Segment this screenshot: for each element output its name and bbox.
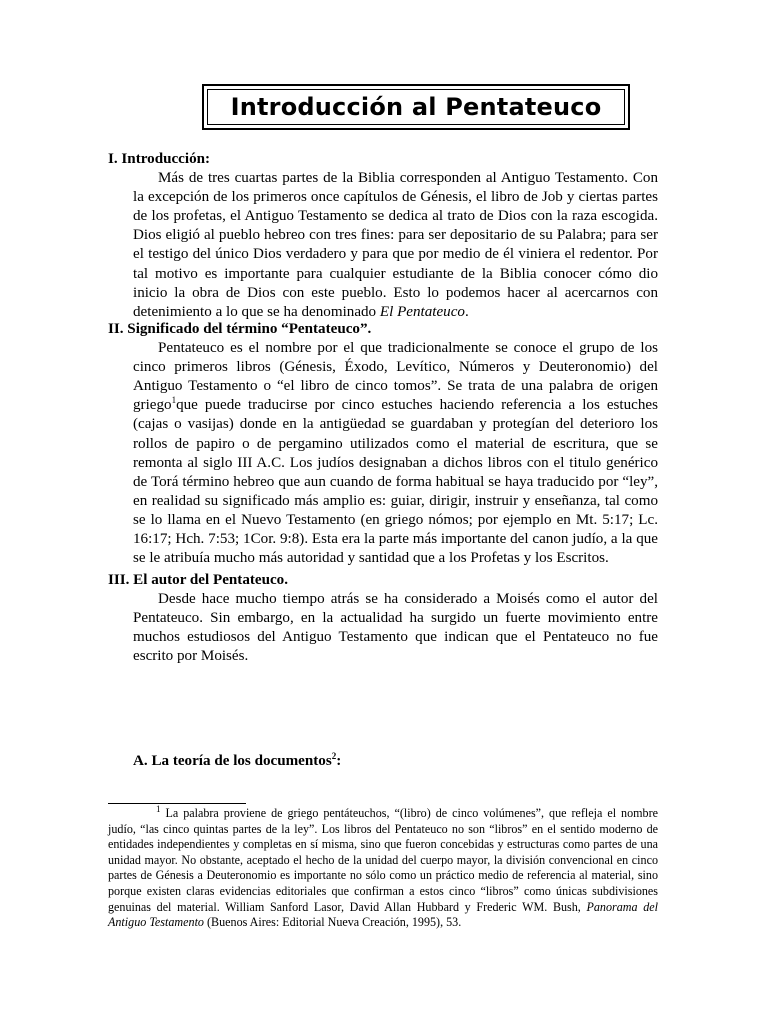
footnote-reference[interactable]: 1 bbox=[171, 395, 177, 406]
paragraph-end: . bbox=[464, 303, 469, 320]
section-autor bbox=[108, 571, 658, 666]
paragraph-text-continued: que puede traducirse por cinco estuches haciendo referencia a los estuches (cajas o vasijas) donde en la antigüedad se guardaban y protegían del deterioro los rollos de papiro o de pergamino utilizados como el material de escritura, que se remonta al siglo III A.C. Los judíos designaban a dichos libros con el titulo genérico de Torá término hebreo que aun cuando de forma habitual se haya traducido por “ley”, en realidad su significado más amplio es: guiar, dirigir, instruir y enseñanza, tal como se lo llama en el Nuevo Testamento (en griego nómos; por ejemplo en Mt. 5:17; Lc. 16:17; Hch. 7:53; 1Cor. 9:8). Esta era la parte más importante del canon judío, a la que se le atribuía mucho más autoridad y santidad que a los Profetas y los Escritos. bbox=[133, 397, 658, 567]
footnote-text: La palabra proviene de griego pentáteuchos, “(libro) de cinco volúmenes”, que refleja el nombre judío, “las cinco quintas partes de la ley”. Los libros del Pentateuco no son “libros” en el sentido moderno de entidades independientes y completas en sí misma, sino que fueron concebidas y estructuras como partes de una unidad mayor. No obstante, aceptado el hecho de la unidad del cuerpo mayor, la división convencional en cinco partes de Génesis a Deuteronomio es importante no sólo como un práctico medio de referencia al material, sino porque existen claras evidencias editoriales que confirman a estos cinco “libros” como únicas subdivisiones genuinas del material. William Sanford Lasor, David Allan Hubbard y Frederic WM. Bush, bbox=[108, 806, 658, 914]
subsection-heading bbox=[133, 750, 342, 770]
section-heading: I. Introducción: bbox=[108, 151, 211, 167]
paragraph-italic: El Pentateuco bbox=[379, 303, 465, 320]
footnote-text-end: (Buenos Aires: Editorial Nueva Creación, 1995), 53. bbox=[203, 915, 462, 930]
subsection-heading-text: A. La teoría de los documentos bbox=[133, 753, 332, 769]
section-paragraph bbox=[133, 590, 658, 666]
subsection-heading-colon: : bbox=[336, 753, 342, 769]
section-heading: III. El autor del Pentateuco. bbox=[108, 572, 289, 588]
footnote-book-title: Panorama del Antiguo Testamento bbox=[108, 899, 658, 930]
title-inner-frame bbox=[207, 89, 625, 125]
footnote-separator bbox=[108, 803, 246, 804]
footnote bbox=[108, 803, 658, 931]
paragraph-text: Desde hace mucho tiempo atrás se ha considerado a Moisés como el autor del Pentateuco. Sin embargo, en la actualidad ha surgido un fuerte movimiento entre muchos estudiosos del Antiguo Testamento que indican que el Pentateuco no fue escrito por Moisés. bbox=[133, 591, 658, 665]
page-title: Introducción al Pentateuco bbox=[230, 93, 602, 121]
section-paragraph bbox=[133, 169, 658, 322]
section-significado bbox=[108, 320, 658, 568]
paragraph-text: Más de tres cuartas partes de la Biblia corresponden al Antiguo Testamento. Con la excepción de los primeros once capítulos de Génesis, el libro de Job y ciertas partes de los profetas, el Antiguo Testamento se dedica al trato de Dios con la raza escogida. Dios eligió al pueblo hebreo con tres fines: para ser depositario de su Palabra; para ser el testigo del único Dios verdadero y para que por medio de él viniera el redentor. Por tal motivo es importante para cualquier estudiante de la Biblia conocer cómo dio inicio la obra de Dios con este pueblo. Esto lo podemos hacer al acercarnos con detenimiento a lo que se ha denominado bbox=[133, 170, 658, 320]
section-heading: II. Significado del término “Pentateuco”. bbox=[108, 321, 372, 337]
footnote-reference[interactable]: 2 bbox=[331, 750, 337, 761]
footnote-number: 1 bbox=[156, 803, 161, 814]
paragraph-text: Pentateuco es el nombre por el que tradicionalmente se conoce el grupo de los cinco primeros libros (Génesis, Éxodo, Levítico, Números y Deuteronomio) del Antiguo Testamento o “el libro de cinco tomos”. Se trata de una palabra de origen griego bbox=[133, 340, 658, 414]
section-paragraph bbox=[133, 339, 658, 568]
section-introduccion bbox=[108, 150, 658, 322]
title-box bbox=[202, 84, 630, 130]
